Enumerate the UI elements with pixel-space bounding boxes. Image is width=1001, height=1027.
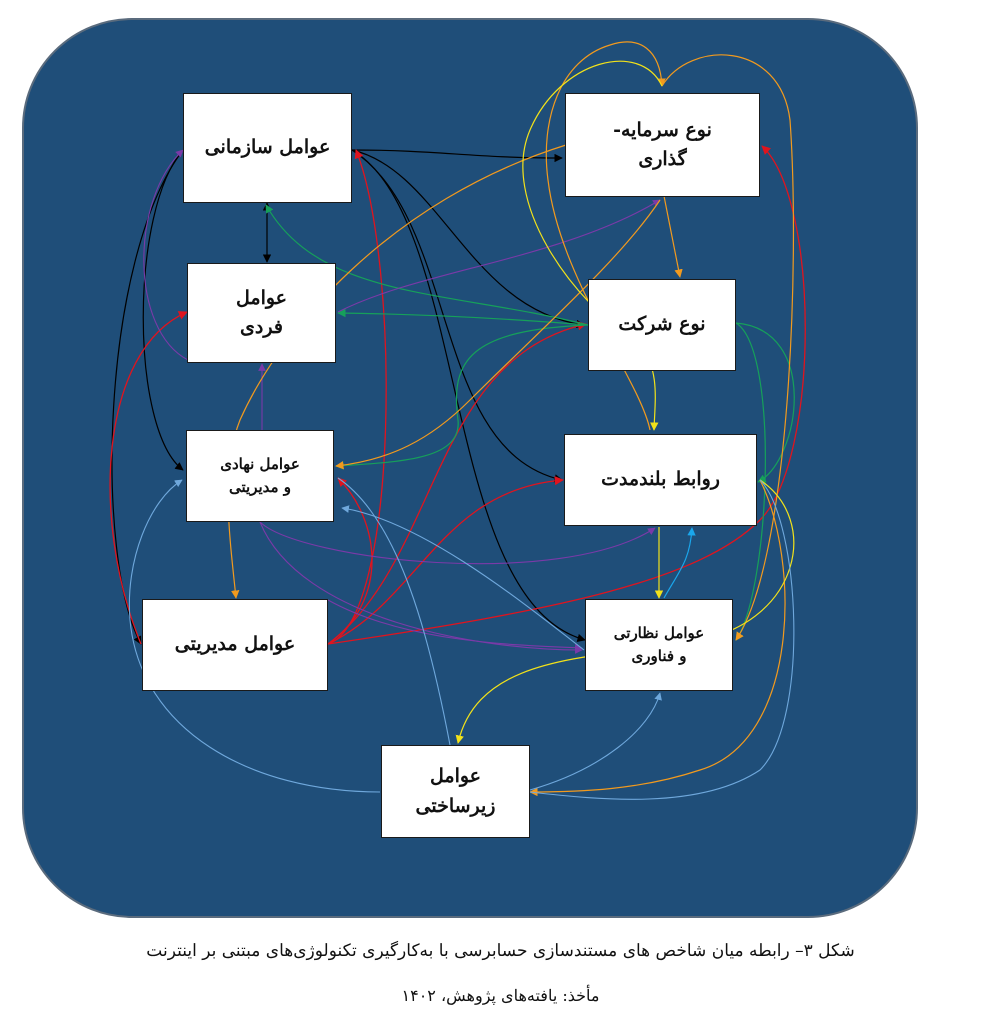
node-institutional-managerial-factors [186, 430, 334, 522]
node-long-term-relations [564, 434, 757, 526]
arrow-organizational-to-company [352, 150, 584, 325]
arrow-infrastructure-to-supervisory [530, 693, 660, 790]
arrow-investment-to-managerial [228, 145, 566, 598]
node-individual-factors [187, 263, 336, 363]
node-company-type [588, 279, 736, 371]
node-label: عوامل فردی [236, 286, 287, 338]
arrow-company-to-individual [338, 313, 588, 325]
arrow-institutional-to-infrastructure [338, 478, 450, 745]
node-supervisory-technology-factors [585, 599, 733, 691]
arrow-managerial-to-company [328, 324, 586, 644]
node-label: عوامل نهادی و مدیریتی [220, 454, 300, 496]
arrow-investment-to-company [664, 196, 680, 277]
node-organizational-factors [183, 93, 352, 203]
node-label: عوامل نظارتی و فناوری [613, 623, 705, 665]
arrow-managerial-to-investment [328, 146, 805, 644]
node-investment-type [565, 93, 760, 197]
node-managerial-factors [142, 599, 328, 691]
arrow-organizational-to-institutional [143, 150, 183, 470]
node-label: نوع شرکت [618, 313, 706, 336]
node-label: نوع سرمایه- گذاری [613, 118, 712, 170]
node-label: عوامل سازمانی [204, 136, 331, 159]
figure-caption: شکل ۳– رابطه میان شاخص های مستندسازی حسابرسی با به‌کارگیری تکنولوژی‌های مبتنی بر اینترنت [146, 941, 855, 961]
arrow-supervisory-to-longterm [664, 528, 692, 598]
node-label: عوامل مدیریتی [174, 633, 296, 656]
node-label: روابط بلندمدت [601, 468, 720, 491]
arrow-company-to-institutional [336, 325, 588, 466]
arrow-managerial-to-institutional [328, 478, 372, 644]
arrow-managerial-to-organizational [328, 150, 386, 644]
arrow-individual-to-organizational [144, 150, 188, 360]
figure-source: مأخذ: یافته‌های پژوهش، ۱۴۰۲ [401, 986, 600, 1005]
node-infrastructure-factors [381, 745, 530, 838]
node-label: عوامل زیرساختی [415, 765, 496, 817]
arrow-managerial-to-individual [110, 312, 187, 644]
arrow-supervisory-to-institutional [342, 508, 584, 650]
arrow-organizational-to-supervisory [352, 150, 585, 640]
